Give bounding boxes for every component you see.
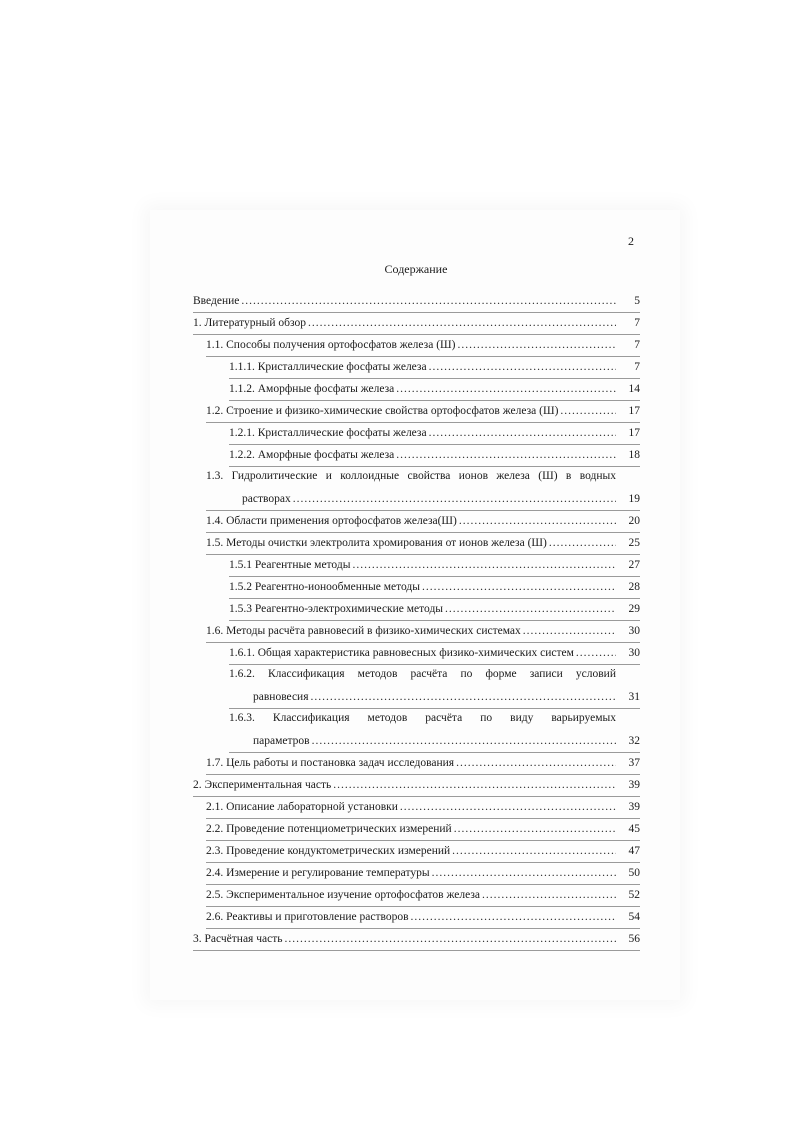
leader-dots [432, 867, 616, 880]
toc-entry-text: 1.1.2. Аморфные фосфаты железа [229, 383, 395, 396]
leader-dots [311, 691, 617, 704]
toc-entry-text-line1: 1.6.3. Классификация методов расчёта по виду варьируемых [229, 712, 616, 724]
toc-page-number: 17 [628, 405, 640, 418]
toc-entry-1-6 [206, 620, 640, 643]
toc-page-number: 7 [634, 339, 640, 352]
toc-entry-text: 2.4. Измерение и регулирование температуры [206, 867, 430, 880]
toc-page-number: 56 [628, 933, 640, 946]
toc-entry-2-5 [206, 884, 640, 907]
leader-dots [396, 449, 616, 462]
toc-entry-1-1 [206, 334, 640, 357]
toc-entry-text: Введение [193, 295, 240, 308]
leader-dots [445, 603, 616, 616]
page-title: Содержание [384, 262, 448, 276]
toc-page-number: 39 [628, 779, 640, 792]
toc-entry-1-5-3 [229, 598, 640, 621]
toc-entry-2-2 [206, 818, 640, 841]
toc-entry-text: 1.2.1. Кристаллические фосфаты железа [229, 427, 427, 440]
toc-entry-text: 1.5.2 Реагентно-ионообменные методы [229, 581, 420, 594]
toc-entry-text: 1.1.1. Кристаллические фосфаты железа [229, 361, 427, 374]
toc-entry-chapter-1 [193, 312, 640, 335]
leader-dots [459, 515, 616, 528]
toc-page-number: 5 [634, 295, 640, 308]
leader-dots [576, 647, 616, 660]
toc-page-number: 39 [628, 801, 640, 814]
toc-entry-text: 1.6.1. Общая характеристика равновесных физико-химических систем [229, 647, 574, 660]
leader-dots [411, 911, 616, 924]
toc-entry-text: 2. Экспериментальная часть [193, 779, 332, 792]
toc-entry-text: 2.5. Экспериментальное изучение ортофосфатов железа [206, 889, 481, 902]
toc-page-number: 50 [628, 867, 640, 880]
toc-page-number: 31 [628, 691, 640, 704]
toc-entry-chapter-2 [193, 774, 640, 797]
toc-entry-text-line2: растворах [242, 493, 291, 506]
toc-entry-text: 1. Литературный обзор [193, 317, 307, 330]
toc-page-number: 7 [634, 361, 640, 374]
toc-entry-1-2-1 [229, 422, 640, 445]
leader-dots [293, 493, 616, 506]
leader-dots [482, 889, 616, 902]
page-number: 2 [628, 234, 634, 248]
leader-dots [456, 757, 616, 770]
toc-page-number: 32 [628, 735, 640, 748]
leader-dots [241, 295, 616, 308]
leader-dots [396, 383, 616, 396]
leader-dots [429, 361, 616, 374]
toc-entry-text: 1.2.2. Аморфные фосфаты железа [229, 449, 395, 462]
toc-entry-text-line2: параметров [253, 735, 310, 748]
toc-entry-text: 2.3. Проведение кондуктометрических измерений [206, 845, 451, 858]
toc-entry-1-6-3 [229, 708, 640, 753]
toc-entry-2-3 [206, 840, 640, 863]
toc-entry-text: 1.4. Области применения ортофосфатов железа(Ш) [206, 515, 457, 528]
toc-entry-1-5-1 [229, 554, 640, 577]
leader-dots [284, 933, 616, 946]
toc-entry-text: 1.5.3 Реагентно-электрохимические методы [229, 603, 444, 616]
toc-page-number: 28 [628, 581, 640, 594]
leader-dots [352, 559, 616, 572]
toc-entry-1-3 [206, 466, 640, 511]
leader-dots [333, 779, 616, 792]
toc-entry-introduction [193, 290, 640, 313]
toc-page-number: 37 [628, 757, 640, 770]
toc-entry-text: 2.6. Реактивы и приготовление растворов [206, 911, 409, 924]
toc-entry-1-4 [206, 510, 640, 533]
toc-entry-text-line2: равновесия [253, 691, 309, 704]
toc-page-number: 25 [628, 537, 640, 550]
leader-dots [452, 845, 616, 858]
toc-entry-1-2 [206, 400, 640, 423]
leader-dots [400, 801, 616, 814]
toc-page-number: 30 [628, 625, 640, 638]
leader-dots [422, 581, 616, 594]
toc-page-number: 7 [634, 317, 640, 330]
toc-entry-2-6 [206, 906, 640, 929]
toc-page-number: 47 [628, 845, 640, 858]
toc-page-number: 18 [628, 449, 640, 462]
toc-entry-text: 2.2. Проведение потенциометрических измерений [206, 823, 452, 836]
toc-entry-1-1-2 [229, 378, 640, 401]
toc-entry-1-1-1 [229, 356, 640, 379]
toc-entry-text: 1.1. Способы получения ортофосфатов железа (Ш) [206, 339, 456, 352]
toc-page-number: 14 [628, 383, 640, 396]
toc-page-number: 20 [628, 515, 640, 528]
leader-dots [454, 823, 616, 836]
toc-page-number: 29 [628, 603, 640, 616]
leader-dots [457, 339, 616, 352]
toc-page-number: 52 [628, 889, 640, 902]
toc-entry-1-2-2 [229, 444, 640, 467]
toc-entry-1-6-2 [229, 664, 640, 709]
leader-dots [312, 735, 616, 748]
toc-entry-text: 2.1. Описание лабораторной установки [206, 801, 398, 814]
toc-entry-text: 1.2. Строение и физико-химические свойства ортофосфатов железа (Ш) [206, 405, 559, 418]
toc-page-number: 30 [628, 647, 640, 660]
toc-entry-2-1 [206, 796, 640, 819]
toc-entry-text-line1: 1.6.2. Классификация методов расчёта по форме записи условий [229, 668, 616, 680]
toc-entry-2-4 [206, 862, 640, 885]
toc-entry-chapter-3 [193, 928, 640, 951]
leader-dots [549, 537, 616, 550]
toc-page-number: 19 [628, 493, 640, 506]
leader-dots [560, 405, 616, 418]
toc-entry-1-7 [206, 752, 640, 775]
toc-entry-text: 1.5. Методы очистки электролита хромирования от ионов железа (Ш) [206, 537, 547, 550]
toc-entry-text: 1.6. Методы расчёта равновесий в физико-химических системах [206, 625, 521, 638]
toc-entry-text: 1.5.1 Реагентные методы [229, 559, 351, 572]
toc-page-number: 54 [628, 911, 640, 924]
toc-entry-1-5-2 [229, 576, 640, 599]
toc-entry-text-line1: 1.3. Гидролитические и коллоидные свойства ионов железа (Ш) в водных [206, 470, 616, 482]
toc-page-number: 17 [628, 427, 640, 440]
leader-dots [308, 317, 616, 330]
leader-dots [523, 625, 616, 638]
toc-entry-text: 1.7. Цель работы и постановка задач исследования [206, 757, 455, 770]
toc-entry-1-6-1 [229, 642, 640, 665]
leader-dots [429, 427, 616, 440]
toc-entry-1-5 [206, 532, 640, 555]
toc-page-number: 45 [628, 823, 640, 836]
toc-page-number: 27 [628, 559, 640, 572]
toc-entry-text: 3. Расчётная часть [193, 933, 283, 946]
